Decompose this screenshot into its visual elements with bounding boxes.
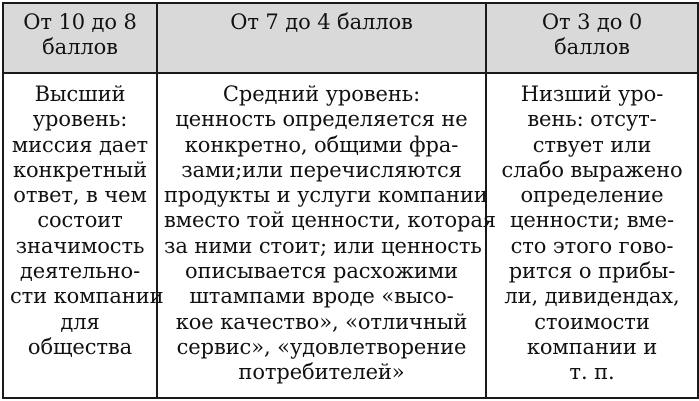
table-header-row (3, 3, 698, 73)
cell-line: компании и (526, 334, 658, 359)
cell-line: за ними стоит; или ценность (164, 233, 482, 258)
body-cell-low-level (486, 73, 698, 398)
cell-line: миссия дает (11, 132, 149, 157)
body-cell-high-level (3, 73, 164, 398)
evaluation-table (2, 2, 699, 399)
cell-line: ли, дивидендах, (504, 284, 680, 309)
cell-line: уровень: (32, 107, 128, 132)
cell-line: сти компании (10, 284, 164, 309)
cell-line: От 10 до 8 (23, 10, 137, 34)
cell-line: сто этого гово- (510, 233, 674, 258)
cell-line: вень: отсут- (527, 107, 657, 132)
cell-line: конкретный (12, 157, 148, 182)
cell-line: потребителей» (238, 360, 405, 385)
cell-line: штампами вроде «высо- (189, 284, 454, 309)
cell-line: рится о прибы- (508, 259, 676, 284)
cell-line: общества (27, 334, 133, 359)
cell-line: сервис», «удовлетворение (176, 334, 467, 359)
cell-line: От 7 до 4 баллов (230, 10, 413, 34)
cell-line: деятельно- (19, 259, 141, 284)
cell-line: ответ, в чем (13, 183, 147, 208)
cell-line: баллов (554, 35, 630, 60)
header-cell-low-score (486, 3, 698, 73)
table-body-row (3, 73, 698, 398)
cell-line: Средний уровень: (222, 82, 421, 106)
cell-line: для (60, 309, 100, 334)
cell-line: ценность определяется не (175, 107, 468, 132)
cell-line: т. п. (569, 360, 615, 385)
cell-line: вместо той ценности, которая (164, 208, 496, 233)
header-cell-mid-score (157, 3, 486, 73)
cell-line: От 3 до 0 (541, 10, 643, 34)
cell-line: слабо выражено (501, 157, 683, 182)
cell-line: описывается расхожими (185, 259, 458, 284)
cell-line: конкретно, общими фра- (184, 132, 459, 157)
cell-line: продукты и услуги компании (164, 183, 488, 208)
cell-line: баллов (42, 35, 118, 60)
cell-line: Высший (34, 82, 126, 106)
cell-line: состоит (37, 208, 123, 233)
cell-line: стоимости (534, 309, 650, 334)
header-cell-high-score (3, 3, 157, 73)
cell-line: определение (520, 183, 664, 208)
cell-line: ствует или (532, 132, 652, 157)
cell-line: кое качество», «отличный (175, 309, 468, 334)
body-cell-mid-level (157, 73, 496, 398)
cell-line: значимость (15, 233, 145, 258)
cell-line: ценности; вме- (510, 208, 674, 233)
cell-line: Низший уро- (520, 82, 664, 106)
cell-line: зами;или перечисляются (181, 157, 462, 182)
